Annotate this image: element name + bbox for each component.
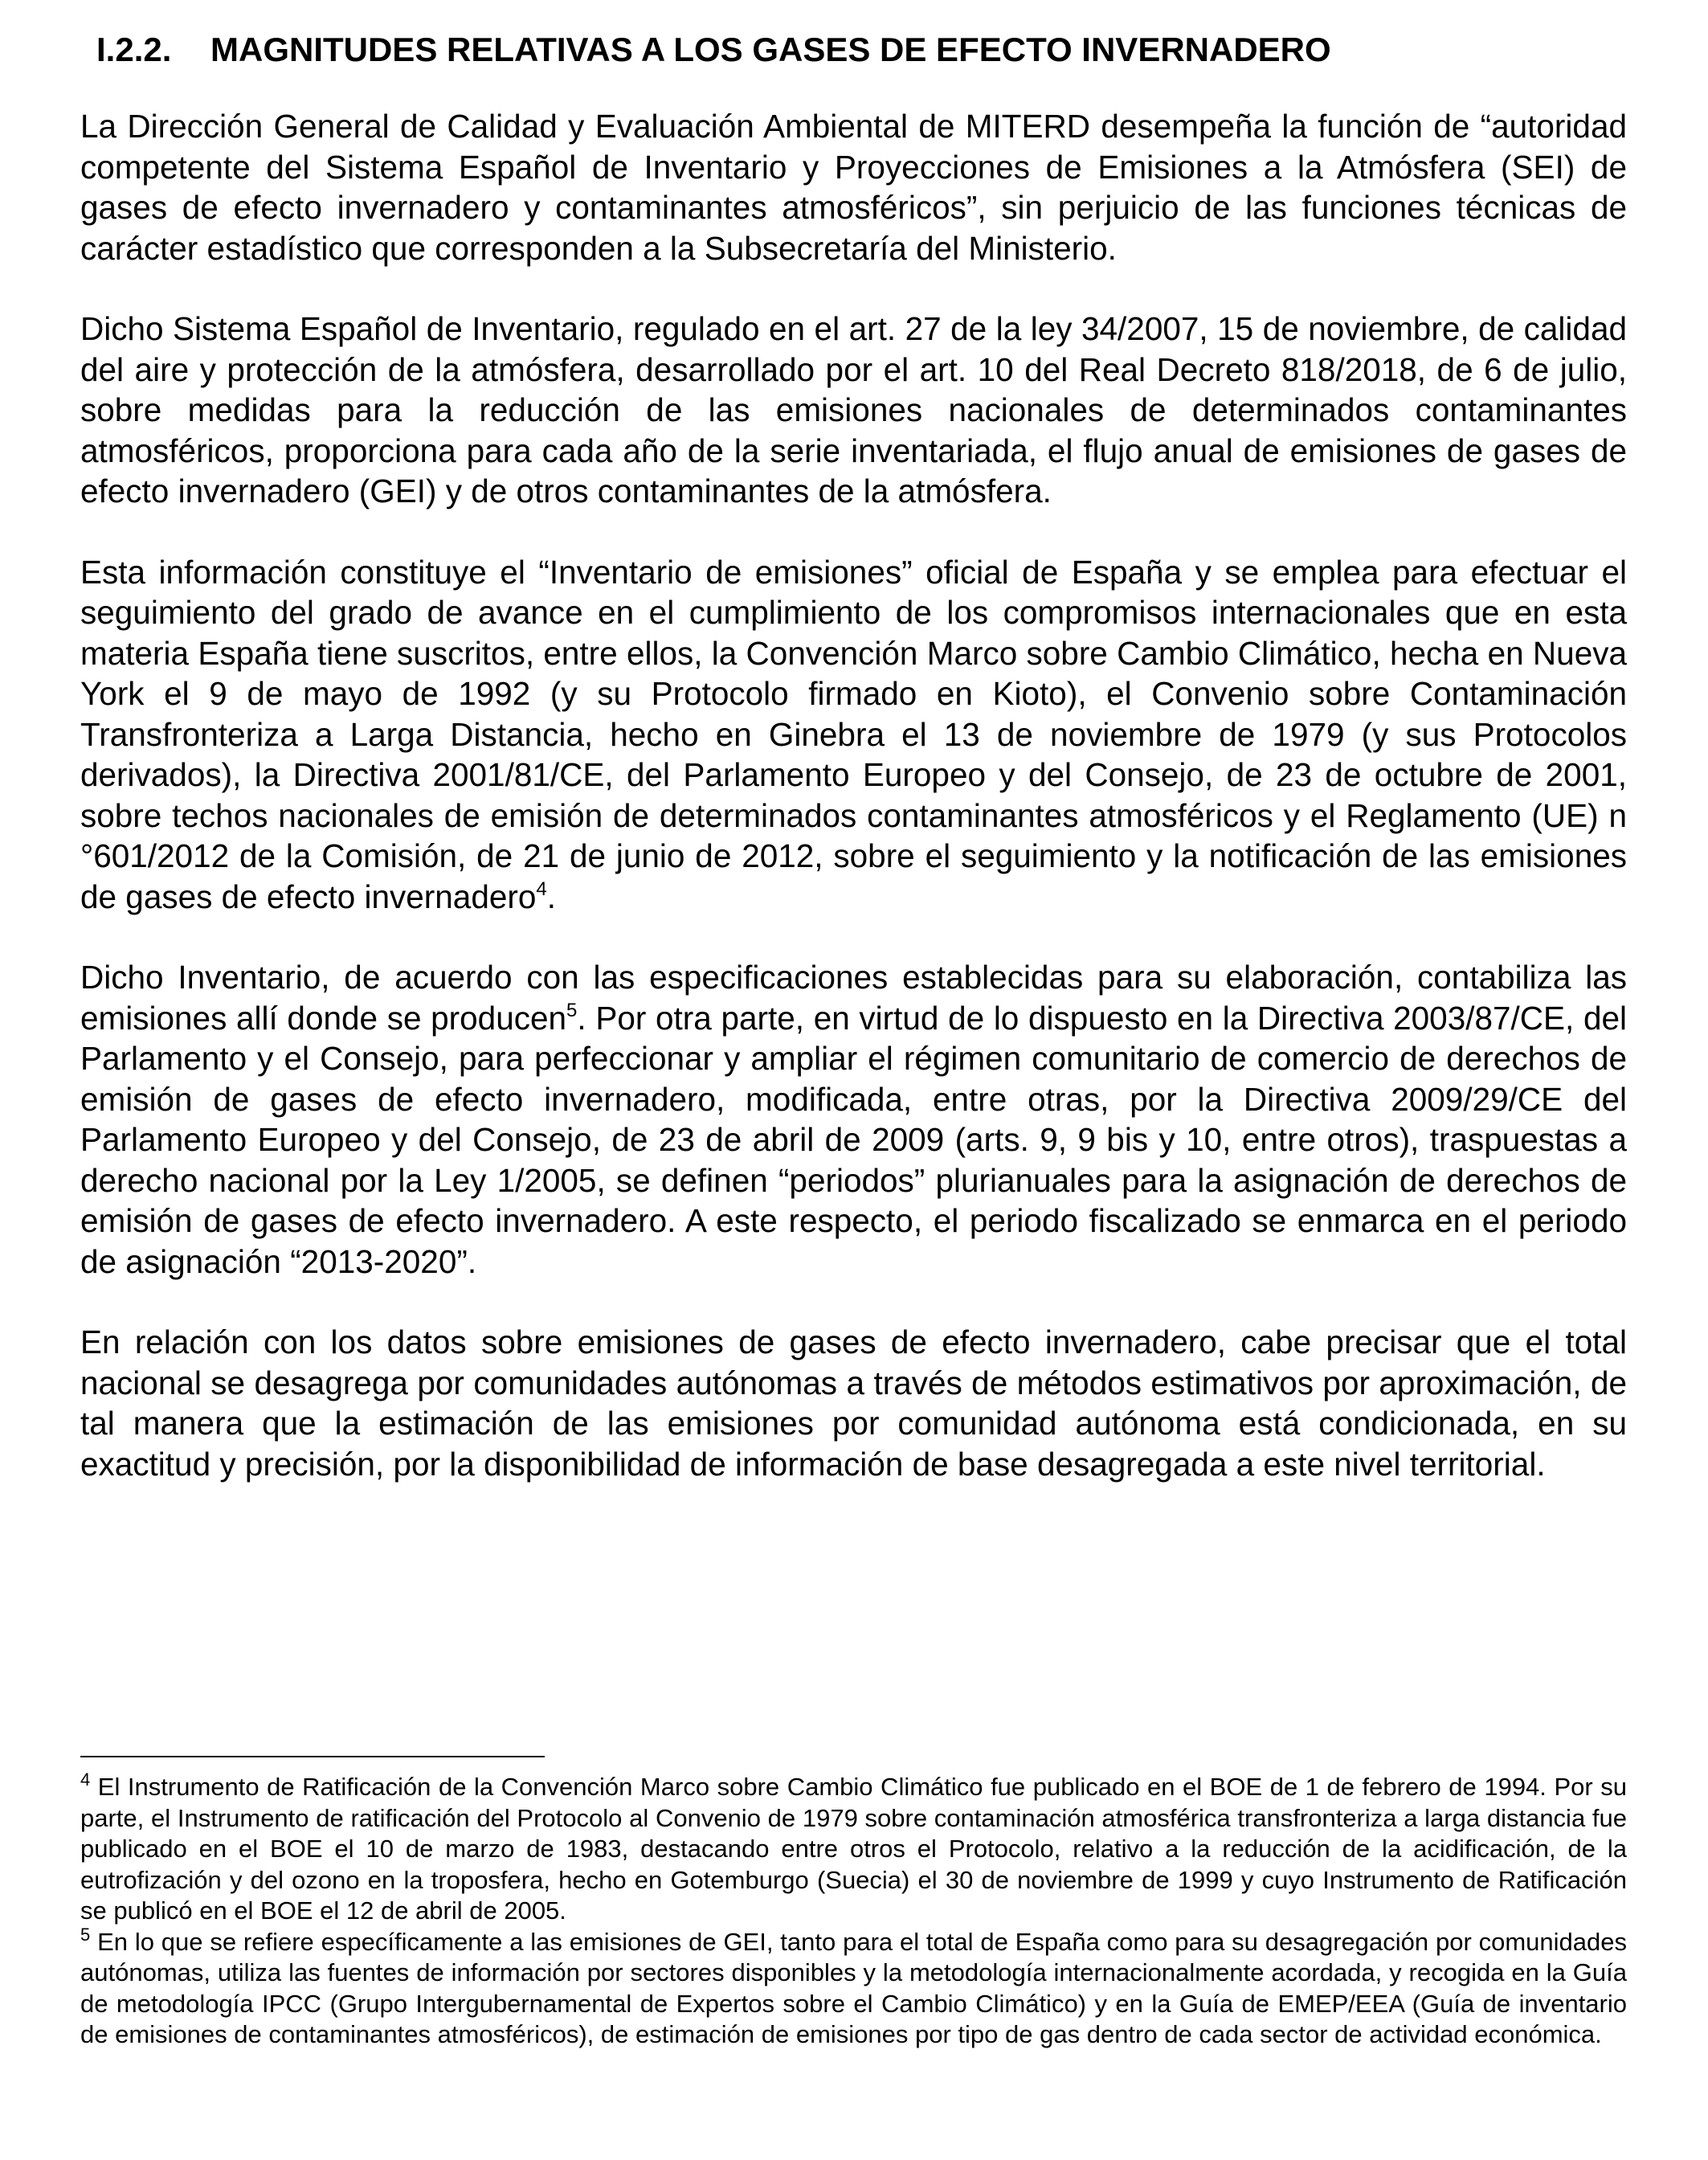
paragraph-4 [80,957,1627,1282]
section-number: I.2.2. [96,31,172,68]
paragraph-3-text: Esta información constituye el “Inventario de emisiones” oficial de España y se emplea para efectuar el seguimiento del grado de avance en el cumplimiento de los compromisos internacionales que en esta materia España tiene suscritos, entre ellos, la Convención Marco sobre Cambio Climático, hecha en Nueva York el 9 de mayo de 1992 (y su Protocolo firmado en Kioto), el Convenio sobre Contaminación Transfronteriza a Larga Distancia, hecho en Ginebra el 13 de noviembre de 1979 (y sus Protocolos derivados), la Directiva 2001/81/CE, del Parlamento Europeo y del Consejo, de 23 de octubre de 2001, sobre techos nacionales de emisión de determinados contaminantes atmosféricos y el Reglamento (UE) n °601/2012 de la Comisión, de 21 de junio de 2012, sobre el seguimiento y la notificación de las emisiones de gases de efecto invernadero [80,553,1627,915]
paragraph-3 [80,552,1627,918]
footnote-marker-4: 4 [80,1769,91,1790]
footnote-4 [80,1769,1627,1927]
footnote-ref-4[interactable]: 4 [536,878,547,900]
footnote-ref-5[interactable]: 5 [566,999,578,1021]
footnote-5-text: En lo que se refiere específicamente a las emisiones de GEI, tanto para el total de España como para su desagregación por comunidades autónomas, utiliza las fuentes de información por sectores disponibles y la metodología internacionalmente acordada, y recogida en la Guía de metodología IPCC (Grupo Intergubernamental de Expertos sobre el Cambio Climático) y en la Guía de EMEP/EEA (Guía de inventario de emisiones de contaminantes atmosféricos), de estimación de emisiones por tipo de gas dentro de cada sector de actividad económica. [80,1927,1627,2048]
footnote-5 [80,1924,1627,2051]
section-heading [96,29,1627,71]
document-body [80,29,1627,1524]
footnote-marker-5: 5 [80,1924,91,1945]
paragraph-2: Dicho Sistema Español de Inventario, regulado en el art. 27 de la ley 34/2007, 15 de noviembre, de calidad del aire y protección de la atmósfera, desarrollado por el art. 10 del Real Decreto 818/2018, de 6 de julio, sobre medidas para la reducción de las emisiones nacionales de determinados contaminantes atmosféricos, proporciona para cada año de la serie inventariada, el flujo anual de emisiones de gases de efecto invernadero (GEI) y de otros contaminantes de la atmósfera. [80,310,1627,509]
paragraph-3-end: . [546,878,557,915]
footnote-separator [80,1756,545,1757]
paragraph-4-text-a: Dicho Inventario, de acuerdo con las especificaciones establecidas para su elaboración, contabiliza las emisiones allí donde se producen [80,959,1627,1037]
paragraph-4-text-b: . Por otra parte, en virtud de lo dispuesto en la Directiva 2003/87/CE, del Parlamento y el Consejo, para perfeccionar y ampliar el régimen comunitario de comercio de derechos de emisión de gases de efecto invernadero, modificada, entre otras, por la Directiva 2009/29/CE del Parlamento Europeo y del Consejo, de 23 de abril de 2009 (arts. 9, 9 bis y 10, entre otros), traspuestas a derecho nacional por la Ley 1/2005, se definen “periodos” plurianuales para la asignación de derechos de emisión de gases de efecto invernadero. A este respecto, el periodo fiscalizado se enmarca en el periodo de asignación “2013-2020”. [80,999,1627,1280]
footnote-4-text: El Instrumento de Ratificación de la Convención Marco sobre Cambio Climático fue publicado en el BOE de 1 de febrero de 1994. Por su parte, el Instrumento de ratificación del Protocolo al Convenio de 1979 sobre contaminación atmosférica transfronteriza a larga distancia fue publicado en el BOE el 10 de marzo de 1983, destacando entre otros el Protocolo, relativo a la reducción de la acidificación, de la eutrofización y del ozono en la troposfera, hecho en Gotemburgo (Suecia) el 30 de noviembre de 1999 y cuyo Instrumento de Ratificación se publicó en el BOE el 12 de abril de 2005. [80,1773,1627,1925]
footnotes [80,1769,1627,2051]
paragraph-5: En relación con los datos sobre emisiones de gases de efecto invernadero, cabe precisar que el total nacional se desagrega por comunidades autónomas a través de métodos estimativos por aproximación, de tal manera que la estimación de las emisiones por comunidad autónoma está condicionada, en su exactitud y precisión, por la disponibilidad de información de base desagregada a este nivel territorial. [80,1323,1627,1483]
paragraph-1: La Dirección General de Calidad y Evaluación Ambiental de MITERD desempeña la función de “autoridad competente del Sistema Español de Inventario y Proyecciones de Emisiones a la Atmósfera (SEI) de gases de efecto invernadero y contaminantes atmosféricos”, sin perjuicio de las funciones técnicas de carácter estadístico que corresponden a la Subsecretaría del Ministerio. [80,108,1627,267]
section-title: MAGNITUDES RELATIVAS A LOS GASES DE EFECTO INVERNADERO [210,31,1331,68]
